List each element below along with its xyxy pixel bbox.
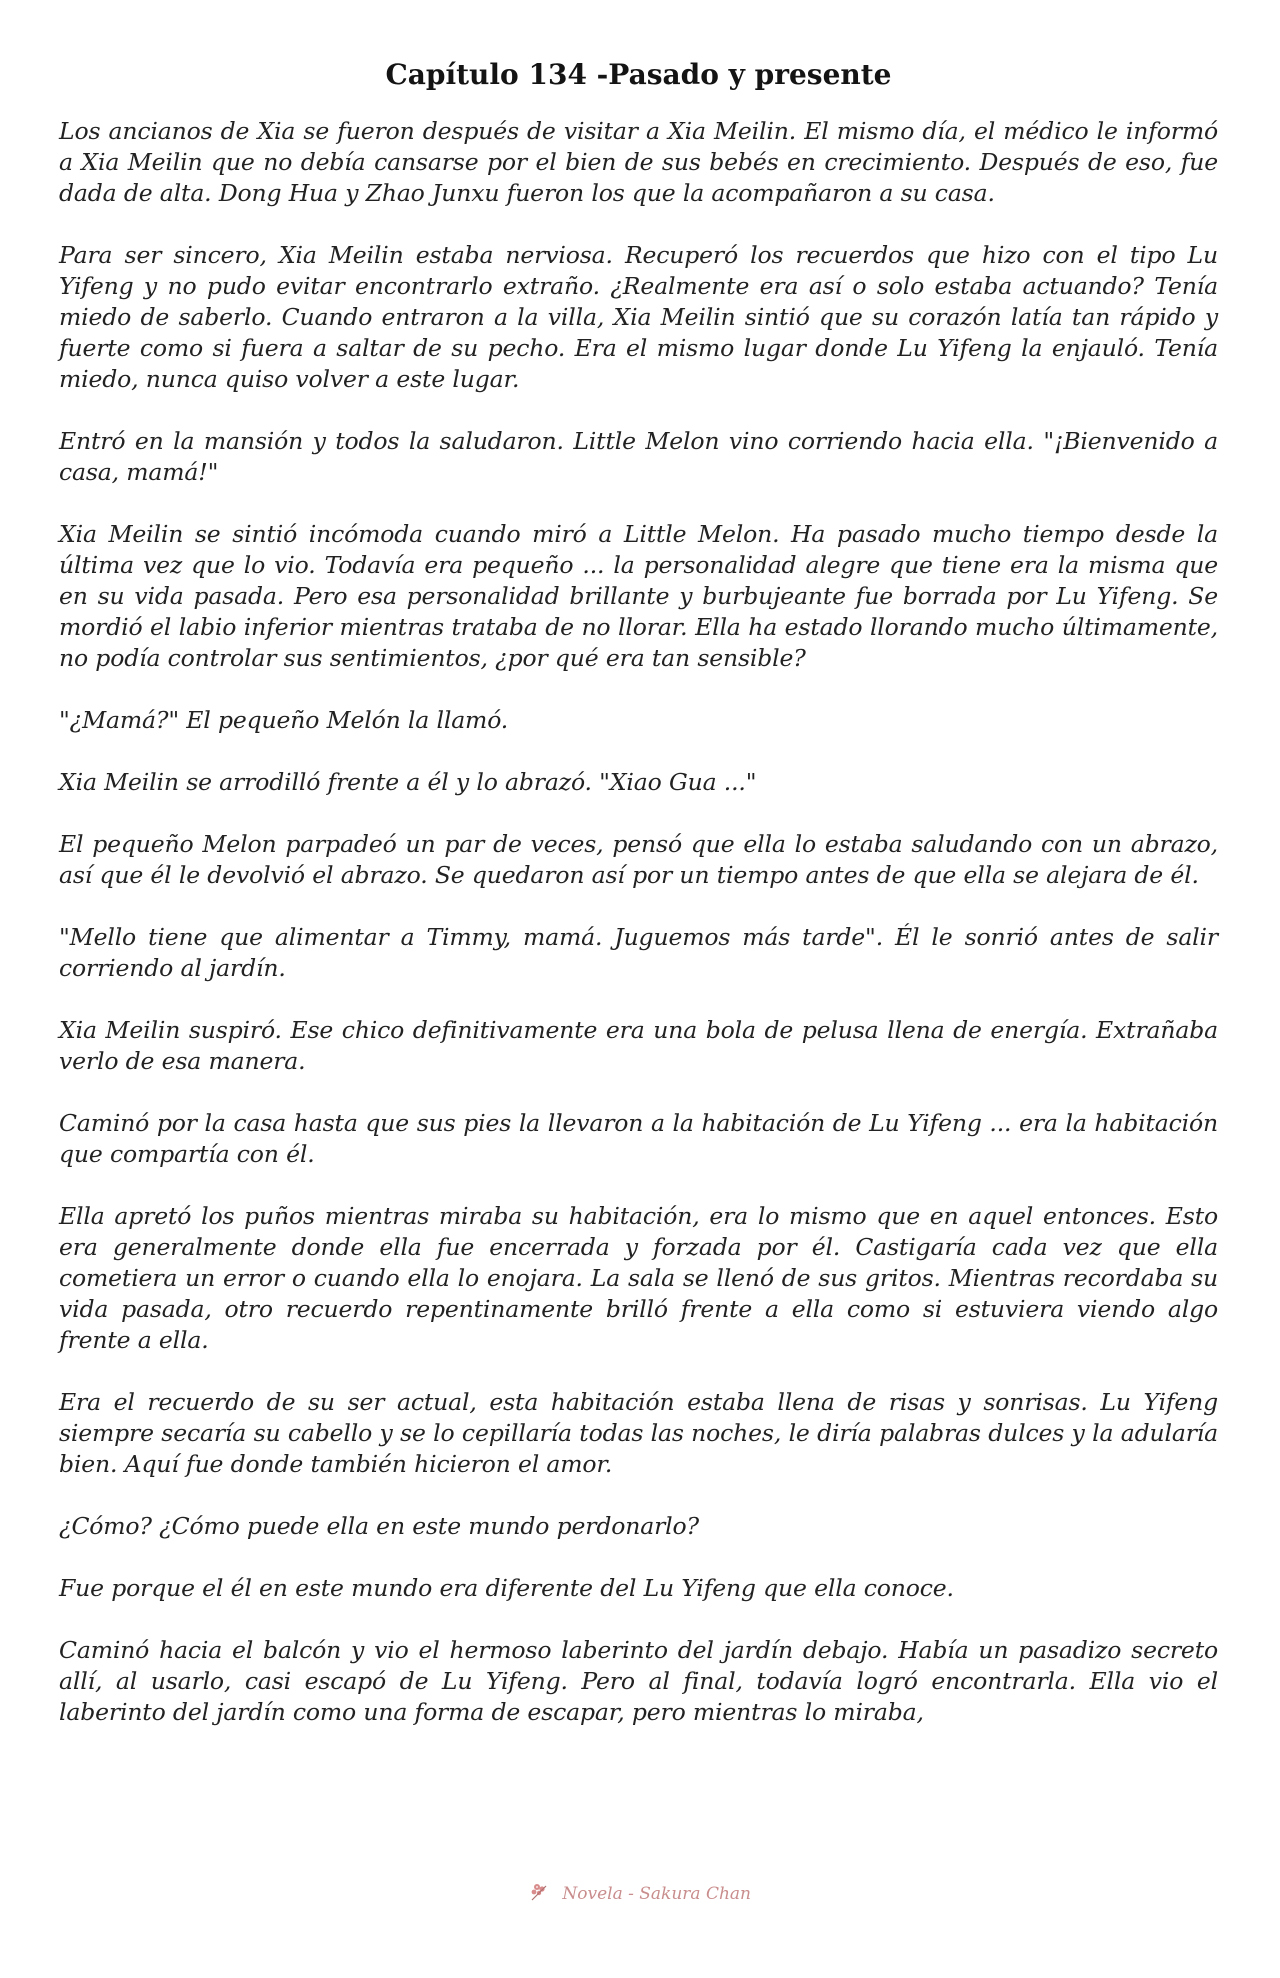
paragraph: Fue porque el él en este mundo era diferente del Lu Yifeng que ella conoce.	[59, 1574, 954, 1602]
chapter-title: Capítulo 134 -Pasado y presente	[385, 58, 892, 91]
paragraph: Xia Meilin se arrodilló frente a él y lo abrazó. "Xiao Gua ..."	[59, 768, 757, 796]
sakura-flower-icon	[529, 1882, 551, 1907]
watermark	[0, 1882, 1280, 1907]
watermark-text: Novela - Sakura Chan	[562, 1884, 752, 1904]
paragraph: Ella apretó los puños mientras miraba su habitación, era lo mismo que en aquel entonces. Esto era generalmente donde ella fue encerrada y forzada por él. Castigaría cada vez que ella cometiera un error o cuando ella lo enojara. La sala se llenó de sus gritos. Mientras recordaba su vida pasada, otro recuerdo repentinamente brilló frente a ella como si estuviera viendo algo frente a ella.	[59, 1202, 1218, 1354]
paragraph: Xia Meilin se sintió incómoda cuando miró a Little Melon. Ha pasado mucho tiempo desde la última vez que lo vio. Todavía era pequeño ... la personalidad alegre que tiene era la misma que en su vida pasada. Pero esa personalidad brillante y burbujeante fue borrada por Lu Yifeng. Se mordió el labio inferior mientras trataba de no llorar. Ella ha estado llorando mucho últimamente, no podía controlar sus sentimientos, ¿por qué era tan sensible?	[59, 520, 1218, 672]
chapter-body	[59, 116, 1218, 1728]
paragraph: El pequeño Melon parpadeó un par de veces, pensó que ella lo estaba saludando con un abrazo, así que él le devolvió el abrazo. Se quedaron así por un tiempo antes de que ella se alejara de él.	[59, 830, 1218, 889]
paragraph: Era el recuerdo de su ser actual, esta habitación estaba llena de risas y sonrisas. Lu Yifeng siempre secaría su cabello y se lo cepillaría todas las noches, le diría palabras dulces y la adularía bien. Aquí fue donde también hicieron el amor.	[59, 1388, 1218, 1478]
paragraph: Caminó hacia el balcón y vio el hermoso laberinto del jardín debajo. Había un pasadizo secreto allí, al usarlo, casi escapó de Lu Yifeng. Pero al final, todavía logró encontrarla. Ella vio el laberinto del jardín como una forma de escapar, pero mientras lo miraba,	[59, 1636, 1218, 1726]
paragraph: "Mello tiene que alimentar a Timmy, mamá. Juguemos más tarde". Él le sonrió antes de salir corriendo al jardín.	[59, 923, 1218, 982]
paragraph: Los ancianos de Xia se fueron después de visitar a Xia Meilin. El mismo día, el médico le informó a Xia Meilin que no debía cansarse por el bien de sus bebés en crecimiento. Después de eso, fue dada de alta. Dong Hua y Zhao Junxu fueron los que la acompañaron a su casa.	[59, 117, 1218, 207]
paragraph: ¿Cómo? ¿Cómo puede ella en este mundo perdonarlo?	[59, 1512, 699, 1540]
paragraph: Caminó por la casa hasta que sus pies la llevaron a la habitación de Lu Yifeng ... era la habitación que compartía con él.	[59, 1109, 1218, 1168]
paragraph: Para ser sincero, Xia Meilin estaba nerviosa. Recuperó los recuerdos que hizo con el tipo Lu Yifeng y no pudo evitar encontrarlo extraño. ¿Realmente era así o solo estaba actuando? Tenía miedo de saberlo. Cuando entraron a la villa, Xia Meilin sintió que su corazón latía tan rápido y fuerte como si fuera a saltar de su pecho. Era el mismo lugar donde Lu Yifeng la enjauló. Tenía miedo, nunca quiso volver a este lugar.	[59, 241, 1218, 393]
paragraph: Xia Meilin suspiró. Ese chico definitivamente era una bola de pelusa llena de energía. Extrañaba verlo de esa manera.	[59, 1016, 1218, 1075]
paragraph: Entró en la mansión y todos la saludaron. Little Melon vino corriendo hacia ella. "¡Bienvenido a casa, mamá!"	[59, 427, 1218, 486]
paragraph: "¿Mamá?" El pequeño Melón la llamó.	[59, 706, 509, 734]
